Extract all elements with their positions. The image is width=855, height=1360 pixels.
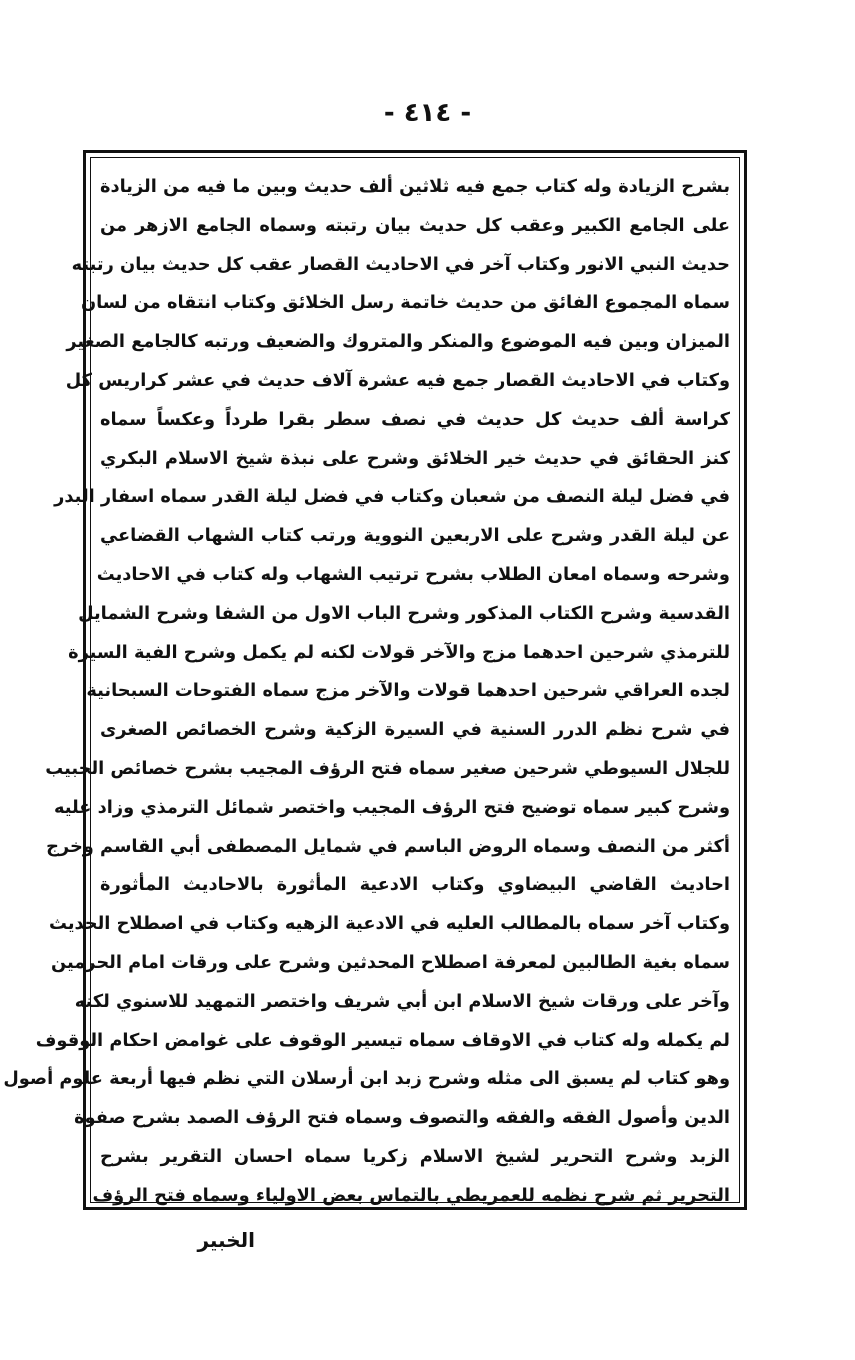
text-line: الدين وأصول الفقه والفقه والتصوف وسماه فتح الرؤف الصمد بشرح صفوة	[74, 1107, 730, 1129]
text-line: وكتاب آخر سماه بالمطالب العليه في الادعية الزهيه وكتاب في اصطلاح الحديث	[49, 913, 730, 935]
text-line: وهو كتاب لم يسبق الى مثله وشرح زبد ابن أرسلان التي نظم فيها أربعة علوم أصول	[3, 1068, 730, 1090]
text-line: بشرح الزيادة وله كتاب جمع فيه ثلاثين ألف حديث وبين ما فيه من الزيادة	[100, 176, 730, 197]
text-line: الميزان وبين فيه الموضوع والمنكر والمتروك والضعيف ورتبه كالجامع الصغير	[66, 331, 730, 353]
page-number: - ٤١٤ -	[383, 98, 472, 128]
text-line: كنز الحقائق في حديث خير الخلائق وشرح على نبذة شيخ الاسلام البكري	[100, 447, 730, 469]
text-line: التحرير ثم شرح نظمه للعمريطي بالتماس بعض الاولياء وسماه فتح الرؤف	[92, 1184, 730, 1206]
text-line: وكتاب في الاحاديث القصار جمع فيه عشرة آلاف حديث في عشر كراريس كل	[65, 369, 730, 391]
text-line: وشرحه وسماه امعان الطلاب بشرح ترتيب الشهاب وله كتاب في الاحاديث	[96, 563, 730, 585]
text-line: وشرح كبير سماه توضيح فتح الرؤف المجيب واختصر شمائل الترمذي وزاد عليه	[54, 796, 730, 818]
text-line: وآخر على ورقات شيخ الاسلام ابن أبي شريف واختصر التمهيد للاسنوي لكنه	[74, 990, 730, 1012]
text-line: القدسية وشرح الكتاب المذكور وشرح الباب الاول من الشفا وشرح الشمايل	[78, 602, 730, 624]
text-line: حديث النبي الانور وكتاب آخر في الاحاديث القصار عقب كل حديث بيان رتبته	[71, 253, 730, 275]
text-line: كراسة ألف حديث كل حديث في نصف سطر بقرا طرداً وعكساً سماه	[100, 408, 730, 430]
text-line: في شرح نظم الدرر السنية في السيرة الزكية وشرح الخصائص الصغرى	[100, 719, 730, 741]
text-line: للجلال السيوطي شرحين صغير سماه فتح الرؤف المجيب بشرح خصائص الحبيب	[45, 757, 730, 779]
text-line: على الجامع الكبير وعقب كل حديث بيان رتبته وسماه الجامع الازهر من	[100, 214, 730, 236]
text-line: أكثر من النصف وسماه الروض الباسم في شمايل المصطفى أبي القاسم وخرج	[46, 835, 730, 857]
text-line: احاديث القاضي البيضاوي وكتاب الادعية المأثورة بالاحاديث المأثورة	[100, 874, 730, 896]
catchword: الخبير	[197, 1228, 255, 1252]
text-line: للترمذي شرحين احدهما مزج والآخر قولات لكنه لم يكمل وشرح الفية السيرة	[68, 641, 730, 663]
main-text-block	[3, 168, 730, 1206]
text-line: عن ليلة القدر وشرح على الاربعين النووية ورتب كتاب الشهاب القضاعي	[100, 525, 730, 547]
text-line: في فضل ليلة النصف من شعبان وكتاب في فضل ليلة القدر سماه اسفار البدر	[54, 486, 730, 508]
text-line: الزبد وشرح التحرير لشيخ الاسلام زكريا سماه احسان التقرير بشرح	[100, 1145, 730, 1167]
text-line: لم يكمله وله كتاب في الاوقاف سماه تيسير الوقوف على غوامض احكام الوقوف	[35, 1029, 730, 1051]
text-line: سماه المجموع الفائق من حديث خاتمة رسل الخلائق وكتاب انتقاه من لسان	[80, 292, 730, 314]
text-line: سماه بغية الطالبين لمعرفة اصطلاح المحدثين وشرح على ورقات امام الحرمين	[51, 951, 730, 973]
text-line: لجده العراقي شرحين احدهما قولات والآخر مزج سماه الفتوحات السبحانية	[86, 680, 730, 702]
